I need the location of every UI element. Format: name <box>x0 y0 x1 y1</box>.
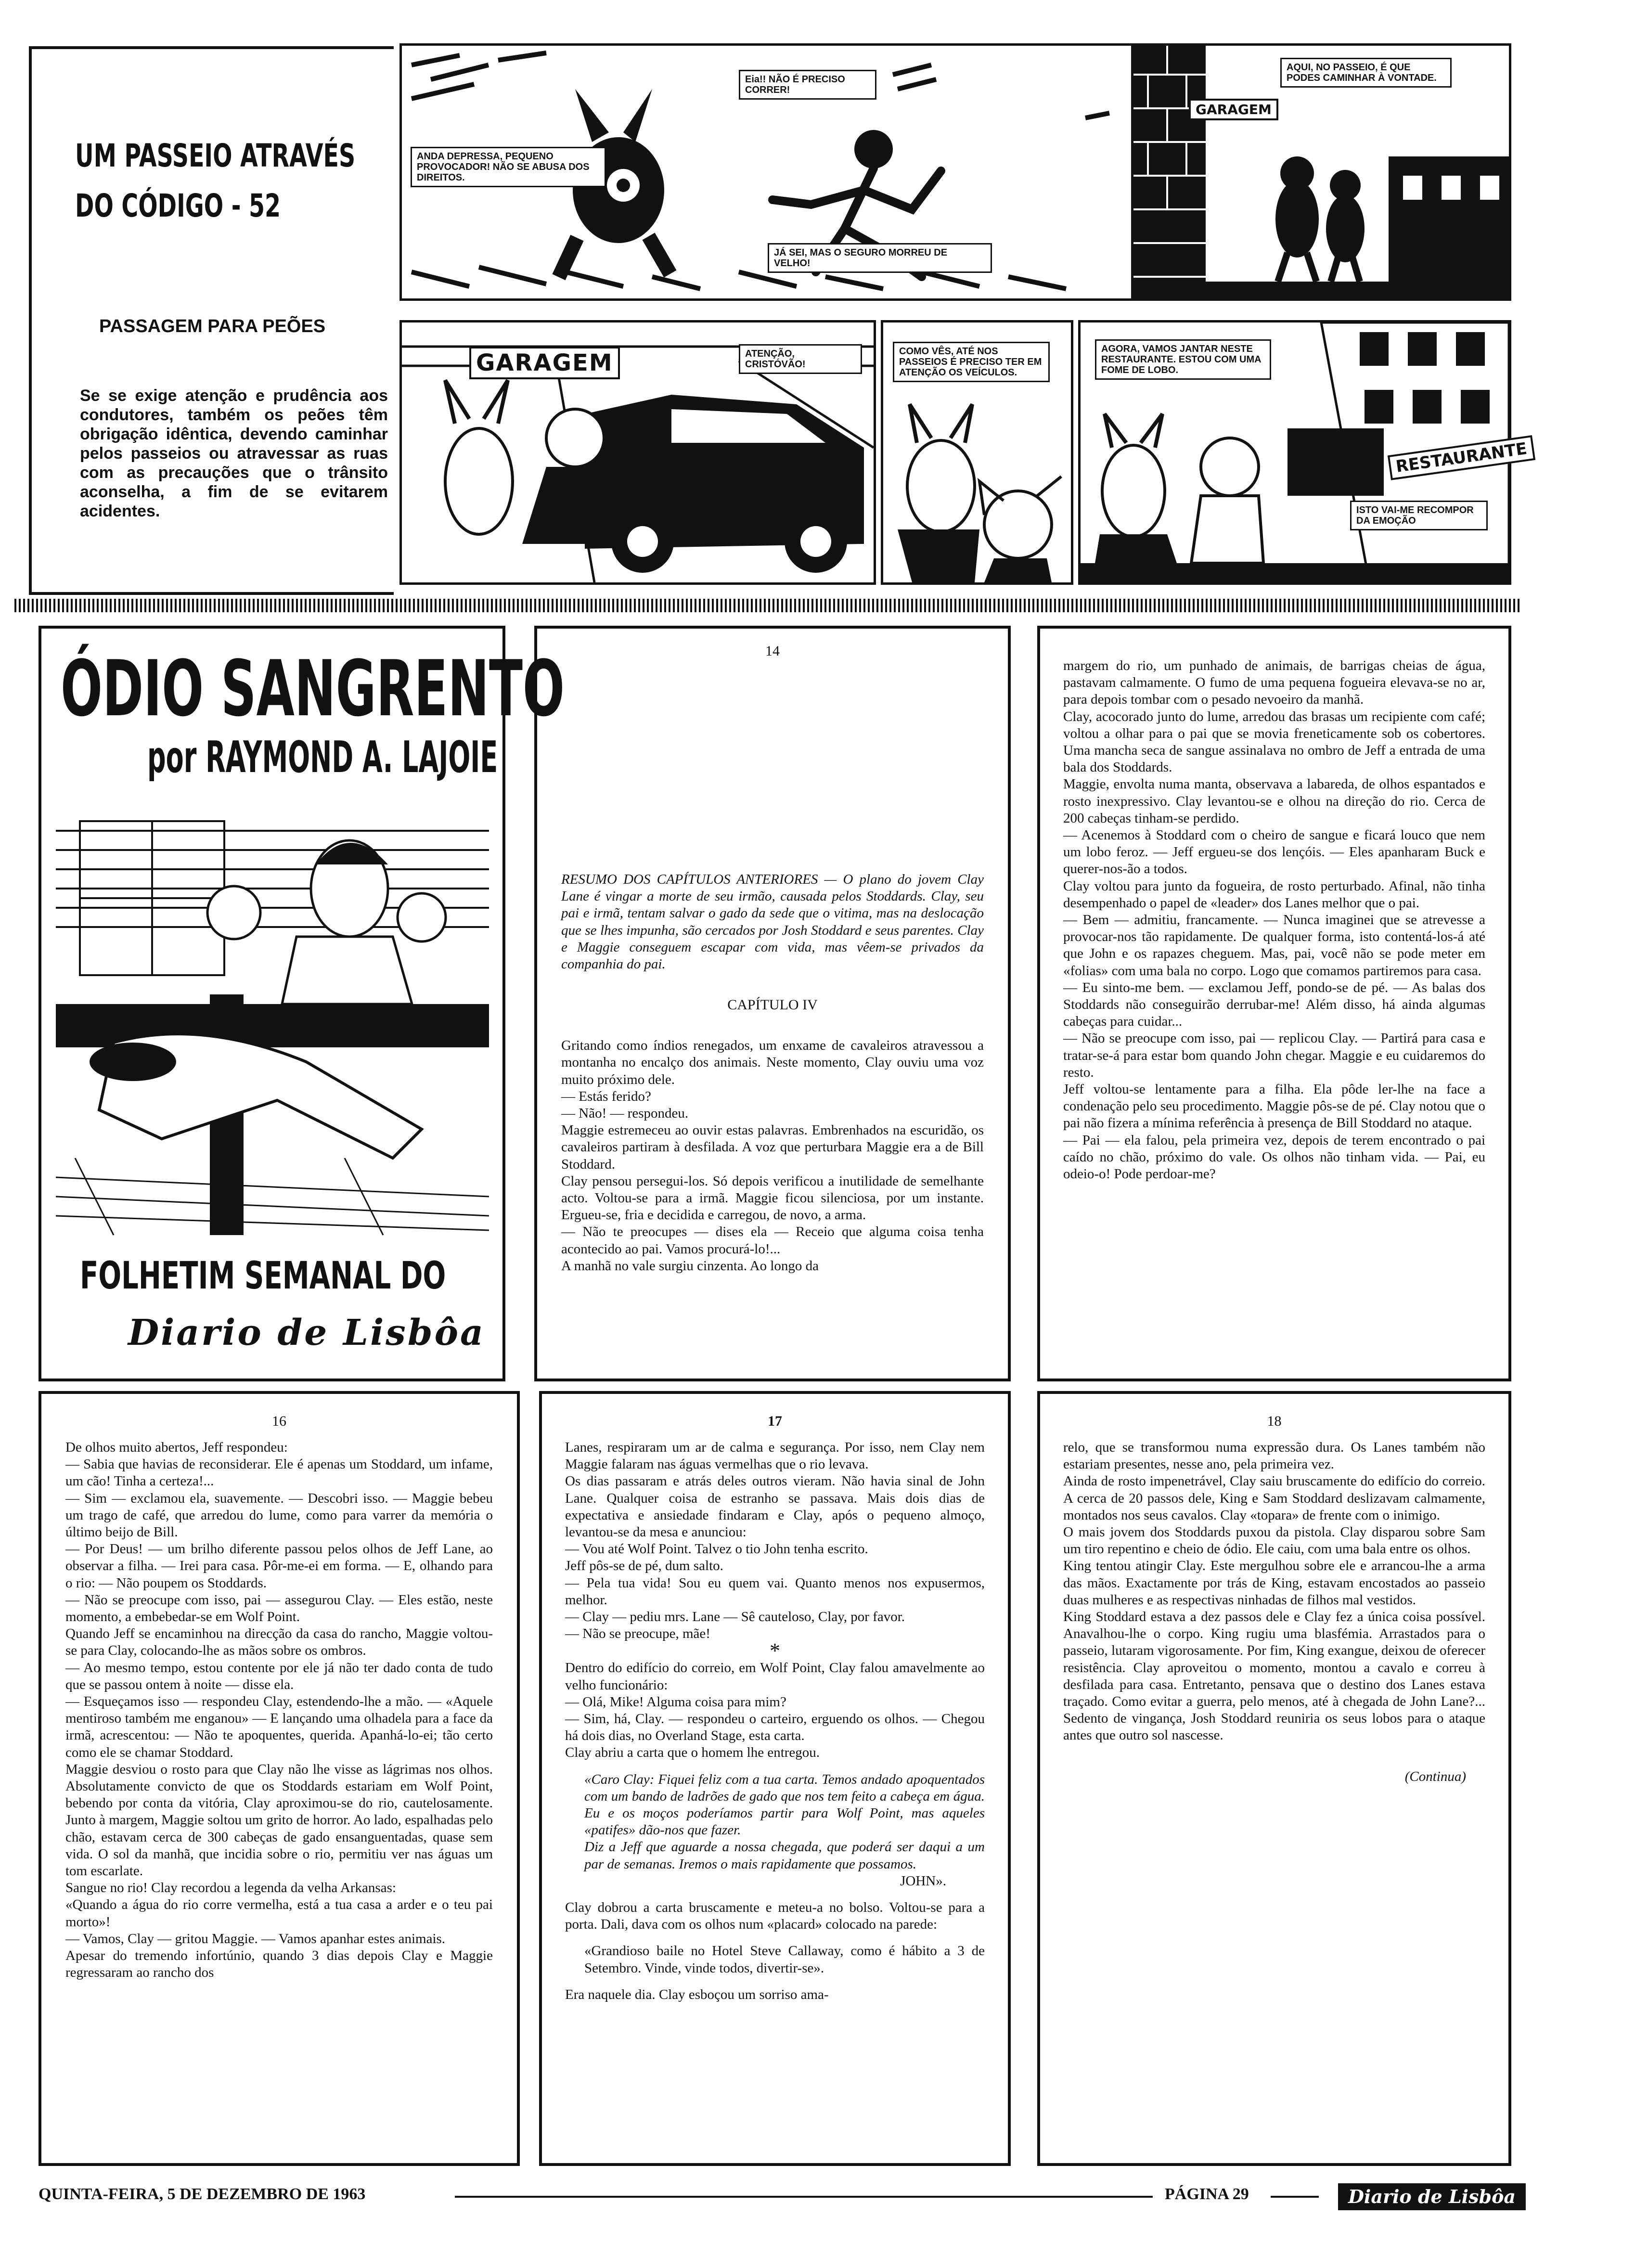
footer-rule <box>455 2196 1153 2198</box>
comic-panel-4 <box>881 320 1073 585</box>
speech-bubble: JÁ SEI, MAS O SEGURO MORREU DE VELHO! <box>768 243 992 273</box>
comic-panel-2 <box>1131 43 1511 301</box>
restaurant-sign: RESTAURANTE <box>1388 435 1535 480</box>
footer-logo: Diario de Lisbôa <box>1338 2183 1526 2210</box>
column-15 <box>1037 626 1511 1381</box>
letter-signature: JOHN». <box>900 1873 946 1889</box>
comic-panel-5 <box>1078 320 1529 585</box>
speech-bubble: ANDA DEPRESSA, PEQUENO PROVOCADOR! NÃO SE ABUSA DOS DIREITOS. <box>411 147 606 187</box>
story-title-box <box>39 626 565 1381</box>
story-illustration <box>56 792 489 1235</box>
story-author: por RAYMOND A. LAJOIE <box>147 732 498 783</box>
garage-sign: GARAGEM <box>1189 99 1278 120</box>
footer-date: QUINTA-FEIRA, 5 DE DEZEMBRO DE 1963 <box>39 2185 366 2203</box>
continued-label: (Continua) <box>1404 1768 1466 1784</box>
serial-label: FOLHETIM SEMANAL DO <box>80 1254 446 1298</box>
column-14 <box>534 626 1011 1381</box>
footer-page: PÁGINA 29 <box>1165 2185 1249 2203</box>
speech-bubble: AQUI, NO PASSEIO, É QUE PODES CAMINHAR À VONTADE. <box>1280 58 1452 88</box>
placard-text: «Grandioso baile no Hotel Steve Callaway, como é hábito a 3 de Setembro. Vinde, vinde todos, divertir-se». <box>584 1943 985 1976</box>
comic-intro-box <box>29 46 394 595</box>
letter-text: «Caro Clay: Fiquei feliz com a tua carta. Temos andado apoquentados com um bando de ladrões de gado que nos tem feito a cabeça em água. Eu e os moços poderíamos partir para Wolf Point, mas aqueles «patifes» dão-nos que fazer. Diz a Jeff que aguarde a nossa chegada, que poderá ser daqui a um par de semanas. Iremos o mais rapidamente que possamos. <box>584 1771 985 1872</box>
comic-panel-3 <box>399 320 876 585</box>
column-number: 14 <box>765 643 780 659</box>
column-number: 18 <box>1267 1413 1282 1429</box>
chapter-summary: RESUMO DOS CAPÍTULOS ANTERIORES — O plano do jovem Clay Lane é vingar a morte de seu irmão, causada pelos Stoddards. Clay, seu pai e irmã, tentam salvar o gado da sede que o vitima, mas na deslocação que se lhes impunha, são cercados por Josh Stoddard e seus parentes. Clay e Maggie conseguem escapar com vida, mas vêem-se privados da companhia do pai. <box>561 872 984 972</box>
column-text: Lanes, respiraram um ar de calma e segurança. Por isso, nem Clay nem Maggie falaram nas águas vermelhas que o rio levava. Os dias passaram e atrás deles outros vieram. Não havia sinal de John Lane. Qualquer coisa de estranho se passava. Mais dois dias de expectativa e ansiedade findaram e Clay, após o pequeno almoço, levantou-se da mesa e anunciou: — Vou até Wolf Point. Talvez o tio John tenha escrito. Jeff pôs-se de pé, dum salto. — Pela tua vida! Sou eu quem vai. Quanto menos nos expusermos, melhor. — Clay — pediu mrs. Lane — Sê cauteloso, Clay, por favor. — Não se preocupe, mãe! <box>565 1440 985 1642</box>
speech-bubble: COMO VÊS, ATÉ NOS PASSEIOS É PRECISO TER EM ATENÇÃO OS VEÍCULOS. <box>893 342 1050 382</box>
comic-panel-1 <box>399 43 1136 301</box>
garage-sign: GARAGEM <box>469 347 620 379</box>
column-17 <box>539 1391 1011 2166</box>
footer-rule <box>1271 2196 1319 2198</box>
column-text: Dentro do edifício do correio, em Wolf Point, Clay falou amavelmente ao velho funcionário: — Olá, Mike! Alguma coisa para mim? — Sim, há, Clay. — respondeu o carteiro, erguendo os olhos. — Chegou há dois dias, no Overland Stage, esta carta. Clay abriu a carta que o homem lhe entregou. <box>565 1660 985 1761</box>
section-divider <box>14 599 1521 612</box>
comic-intro-text: Se se exige atenção e prudência aos condutores, também os peões têm obrigação idêntica, devendo caminhar pelos passeios ou atravessar as ruas com as precauções que o trânsito aconselha, a fim de se evitarem acidentes. <box>80 387 388 520</box>
chapter-heading: CAPÍTULO IV <box>727 997 818 1013</box>
column-text: De olhos muito abertos, Jeff respondeu: — Sabia que havias de reconsiderar. Ele é apenas um Stoddard, um infame, um cão! Tinha a certeza!... — Sim — exclamou ela, suavemente. — Descobri isso. — Maggie bebeu um trago de café, que arredou do lume, como para varrer da memória o último beijo de Bill. — Por Deus! — um brilho diferente passou pelos olhos de Jeff Lane, ao observar a filha. — Irei para casa. Pôr-me-ei em forma. — E, olhando para o rio: — Não poupem os Stoddards. — Não se preocupe com isso, pai — assegurou Clay. — Eles estão, neste momento, a embebedar-se em Wolf Point. Quando Jeff se encaminhou na direcção da casa do rancho, Maggie voltou-se para Clay, colocando-lhe as mãos sobre os ombros. — Ao mesmo tempo, estou contente por ele já não ter dado conta de tudo que se passou ontem à noite — disse ela. — Esqueçamos isso — respondeu Clay, estendendo-lhe a mão. — «Aquele mentiroso também me enganou» — E lançando uma olhadela para a face da irmã, acrescentou: — Não te apoquentes, querida. Apanhá-lo-ei; tão certo como ele se chamar Stoddard. Maggie desviou o rosto para que Clay não lhe visse as lágrimas nos olhos. Absolutamente convicto de que os Stoddards estariam em Wolf Point, bebendo por conta da vitória, Clay aproximou-se do rio, cautelosamente. Junto à margem, Maggie soltou um grito de horror. Ao lado, espalhadas pelo chão, estavam cerca de 300 cabeças de gado ensanguentadas, quase sem vida. O sol da manhã, que incidia sobre o rio, permitiu ver nas águas um tom escarlate. Sangue no rio! Clay recordou a legenda da velha Arkansas: «Quando a água do rio corre vermelha, está a tua casa a arder e o teu pai morto»! — Vamos, Clay — gritou Maggie. — Vamos apanhar estes animais. Apesar do tremendo infortúnio, quando 3 dias depois Clay e Maggie regressaram ao rancho dos <box>65 1440 493 1981</box>
speech-bubble: ISTO VAI-ME RECOMPOR DA EMOÇÃO <box>1350 501 1488 530</box>
newspaper-logo: Diario de Lisbôa <box>128 1312 485 1353</box>
comic-subtitle: PASSAGEM PARA PEÕES <box>99 316 326 336</box>
column-text: relo, que se transformou numa expressão dura. Os Lanes também não estariam presentes, nesse ano, pela primeira vez. Ainda de rosto impenetrável, Clay saiu bruscamente do edifício do correio. A cerca de 20 passos dele, King e Sam Stoddard deslizavam calmamente, montados nos seus cavalos. Clay «topara» de frente com o inimigo. O mais jovem dos Stoddards puxou da pistola. Clay disparou sobre Sam um tiro repentino e cheio de ódio. Ele caiu, com uma bala entre os olhos. King tentou atingir Clay. Este mergulhou sobre ele e arrancou-lhe a arma das mãos. Exactamente por trás de King, estavam encostados ao passeio duas mulheres e as respectivas ninhadas de filhos mal vestidos. King Stoddard estava a dez passos dele e Clay fez a única coisa possível. Anavalhou-lhe o corpo. King rugiu uma blasfémia. Arrastados para o passeio, lutaram vigorosamente. Por fim, King exangue, deixou de oferecer resistência. Clay aproveitou o momento, montou a cavalo e correu à desfilada para casa. Entretanto, pensava que o destino dos Lanes estava traçado. Como evitar a guerra, pelo menos, até à chegada de John Lane?... Sedento de vingança, Josh Stoddard reuniria os seus lobos para o ataque antes que outro sol nascesse. <box>1063 1440 1485 1743</box>
story-title: ÓDIO SANGRENTO <box>61 644 565 734</box>
column-number: 17 <box>768 1413 782 1429</box>
speech-bubble: Eia!! NÃO É PRECISO CORRER! <box>739 70 876 100</box>
column-text: Clay dobrou a carta bruscamente e meteu-a no bolso. Voltou-se para a porta. Dali, dava com os olhos num «placard» colocado na parede: <box>565 1900 985 1933</box>
column-text: Gritando como índios renegados, um enxame de cavaleiros atravessou a montanha no encalço dos animais. Neste momento, Clay ouviu uma voz muito próximo dele. — Estás ferido? — Não! — respondeu. Maggie estremeceu ao ouvir estas palavras. Embrenhados na escuridão, os cavaleiros partiram à desfilada. A voz que perturbara Maggie era a de Bill Stoddard. Clay pensou persegui-los. Só depois verificou a inutilidade de semelhante acto. Voltou-se para a irmã. Maggie ficou silenciosa, por um instante. Ergueu-se, fria e decidida e carregou, de novo, a arma. — Não te preocupes — dises ela — Receio que alguma coisa tenha acontecido ao pai. Vamos procurá-lo!... A manhã no vale surgiu cinzenta. Ao longo da <box>561 1038 984 1274</box>
comic-title: UM PASSEIO ATRAVÉS DO CÓDIGO - 52 <box>75 137 356 224</box>
column-number: 16 <box>272 1413 286 1429</box>
column-18 <box>1037 1391 1511 2166</box>
column-16 <box>39 1391 520 2166</box>
speech-bubble: ATENÇÃO, CRISTÓVÃO! <box>739 344 862 374</box>
speech-bubble: AGORA, VAMOS JANTAR NESTE RESTAURANTE. ESTOU COM UMA FOME DE LOBO. <box>1095 339 1271 380</box>
section-star: * <box>770 1639 780 1663</box>
column-text: margem do rio, um punhado de animais, de barrigas cheias de água, pastavam calmamente. O fumo de uma pequena fogueira elevava-se no ar, para depois tombar com o pesado nevoeiro da manhã. Clay, acocorado junto do lume, arredou das brasas um recipiente com café; voltou a olhar para o pai que se movia freneticamente sob os cobertores. Uma mancha seca de sangue assinalava no ombro de Jeff a entrada de uma bala dos Stoddards. Maggie, envolta numa manta, observava a labareda, de olhos espantados e rosto inexpressivo. Clay levantou-se e olhou na direção do rio. Cerca de 200 cabeças tinham-se perdido. — Acenemos à Stoddard com o cheiro de sangue e ficará louco que nem um lobo feroz. — Jeff ergueu-se dos lençóis. — Eles apanharam Buck e querer-nos-ão a todos. Clay voltou para junto da fogueira, de rosto perturbado. Afinal, não tinha desempenhado o papel de «leader» dos Lanes melhor que o pai. — Bem — admitiu, francamente. — Nunca imaginei que se atrevesse a provocar-nos tão rapidamente. De qualquer forma, isto contentá-los-á até que John e os rapazes cheguem. Mas, pai, você não se pode meter em «folias» com uma bala no corpo. Logo que comamos partiremos para casa. — Eu sinto-me bem. — exclamou Jeff, pondo-se de pé. — As balas dos Stoddards não conseguirão derrubar-me! Além disso, há ainda algumas cabeças para cuidar... — Não se preocupe com isso, pai — replicou Clay. — Partirá para casa e tratar-se-á para estar bom quando John chegar. Maggie e eu cuidaremos do resto. Jeff voltou-se lentamente para a filha. Ela pôde ler-lhe na face a condenação pelo seu procedimento. Maggie pôs-se de pé. Clay notou que o pai não fizera a mínima referência à presença de Bill Stoddard no ataque. — Pai — ela falou, pela primeira vez, depois de terem encontrado o pai caído no chão, próximo do vale. Os olhos não tinham vida. — Pai, eu odeio-o! Pode perdoar-me? <box>1063 658 1485 1182</box>
column-text: Era naquele dia. Clay esboçou um sorriso ama- <box>565 1986 829 2002</box>
